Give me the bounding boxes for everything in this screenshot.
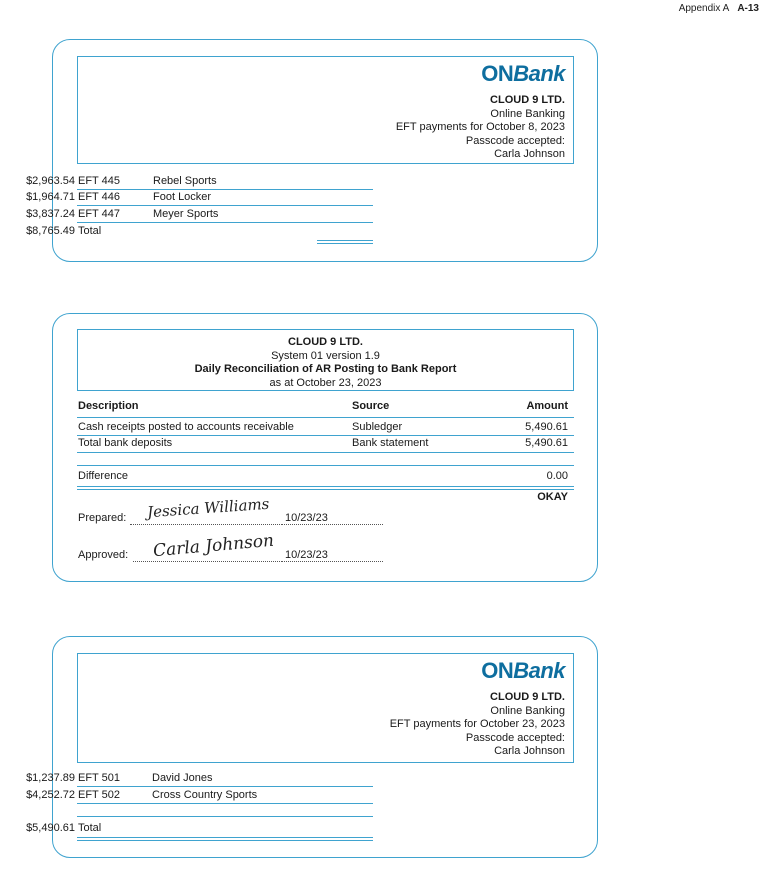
row-description: Total bank deposits	[78, 437, 173, 449]
page-header	[679, 3, 759, 14]
service-name: Online Banking	[490, 107, 565, 120]
bank-statement-header-box	[77, 56, 574, 164]
divider	[77, 465, 574, 466]
user-name: Carla Johnson	[494, 148, 565, 160]
row-source: Subledger	[352, 421, 403, 433]
eft-id: EFT 446	[78, 191, 120, 203]
report-header-box	[77, 329, 574, 391]
amount: $2,963.54	[26, 175, 75, 187]
approved-signature: Carla Johnson	[152, 530, 275, 562]
prepared-label: Prepared:	[78, 512, 127, 524]
user-name: Carla Johnson	[494, 745, 565, 757]
total-label: Total	[78, 225, 102, 237]
bank-statement-header-box	[77, 653, 574, 763]
divider	[77, 435, 574, 436]
row-source: Bank statement	[352, 437, 429, 449]
payee: Meyer Sports	[153, 208, 219, 220]
statement-title: EFT payments for October 8, 2023	[395, 121, 565, 133]
bank-statement-info	[396, 94, 565, 162]
reconciliation-card	[52, 313, 598, 582]
status-okay: OKAY	[537, 491, 568, 503]
report-title: Daily Reconciliation of AR Posting to Bank Report	[194, 363, 457, 375]
approved-date-line	[281, 561, 383, 562]
column-header-description: Description	[78, 400, 139, 412]
prepared-date: 10/23/23	[285, 512, 328, 524]
eft-table-2	[26, 770, 373, 850]
payee: Foot Locker	[153, 191, 212, 203]
divider	[77, 452, 574, 453]
eft-table-1	[26, 173, 373, 253]
eft-id: EFT 502	[78, 789, 120, 801]
report-date: as at October 23, 2023	[269, 376, 382, 389]
total-amount: $5,490.61	[26, 822, 75, 834]
onbank-logo: ONBank	[481, 61, 565, 86]
divider	[77, 189, 373, 190]
appendix-label: Appendix A	[678, 3, 730, 14]
divider	[77, 803, 373, 804]
prepared-signature-line	[130, 524, 280, 525]
total-label: Total	[78, 822, 102, 834]
eft-id: EFT 447	[78, 208, 120, 220]
row-description: Cash receipts posted to accounts receivable	[78, 421, 294, 433]
passcode-text: Passcode accepted:	[465, 134, 565, 147]
amount: $1,237.89	[26, 772, 75, 784]
prepared-signature: Jessica Williams	[146, 494, 270, 522]
bank-statement-card-2	[26, 636, 598, 858]
company-name: CLOUD 9 LTD.	[288, 336, 363, 348]
company-name: CLOUD 9 LTD.	[490, 94, 565, 106]
page-number: A-13	[737, 3, 759, 14]
difference-amount: 0.00	[546, 470, 568, 482]
approved-date: 10/23/23	[285, 549, 328, 561]
divider	[77, 205, 373, 206]
total-amount: $8,765.49	[26, 225, 75, 237]
payee: David Jones	[152, 772, 213, 784]
statement-title: EFT payments for October 23, 2023	[389, 718, 565, 730]
double-underline	[77, 486, 574, 490]
system-version: System 01 version 1.9	[271, 349, 380, 362]
column-header-source: Source	[352, 400, 390, 412]
amount: $4,252.72	[26, 789, 75, 801]
row-amount: 5,490.61	[525, 421, 568, 433]
payee: Rebel Sports	[153, 175, 217, 187]
eft-id: EFT 501	[78, 772, 120, 784]
difference-label: Difference	[78, 470, 128, 482]
report-heading	[78, 336, 573, 390]
bank-statement-card-1	[26, 39, 598, 262]
approved-label: Approved:	[78, 549, 129, 561]
prepared-date-line	[281, 524, 383, 525]
onbank-logo: ONBank	[481, 658, 565, 683]
double-underline	[77, 837, 373, 841]
column-header-amount: Amount	[526, 400, 568, 412]
service-name: Online Banking	[490, 704, 565, 717]
payee: Cross Country Sports	[152, 789, 258, 801]
divider	[77, 816, 373, 817]
row-amount: 5,490.61	[525, 437, 568, 449]
divider	[77, 417, 574, 418]
eft-id: EFT 445	[78, 175, 120, 187]
company-name: CLOUD 9 LTD.	[490, 691, 565, 703]
double-underline	[317, 240, 373, 244]
amount: $1,964.71	[26, 191, 75, 203]
passcode-text: Passcode accepted:	[465, 731, 565, 744]
amount: $3,837.24	[26, 208, 75, 220]
bank-statement-info	[390, 691, 565, 759]
divider	[77, 222, 373, 223]
